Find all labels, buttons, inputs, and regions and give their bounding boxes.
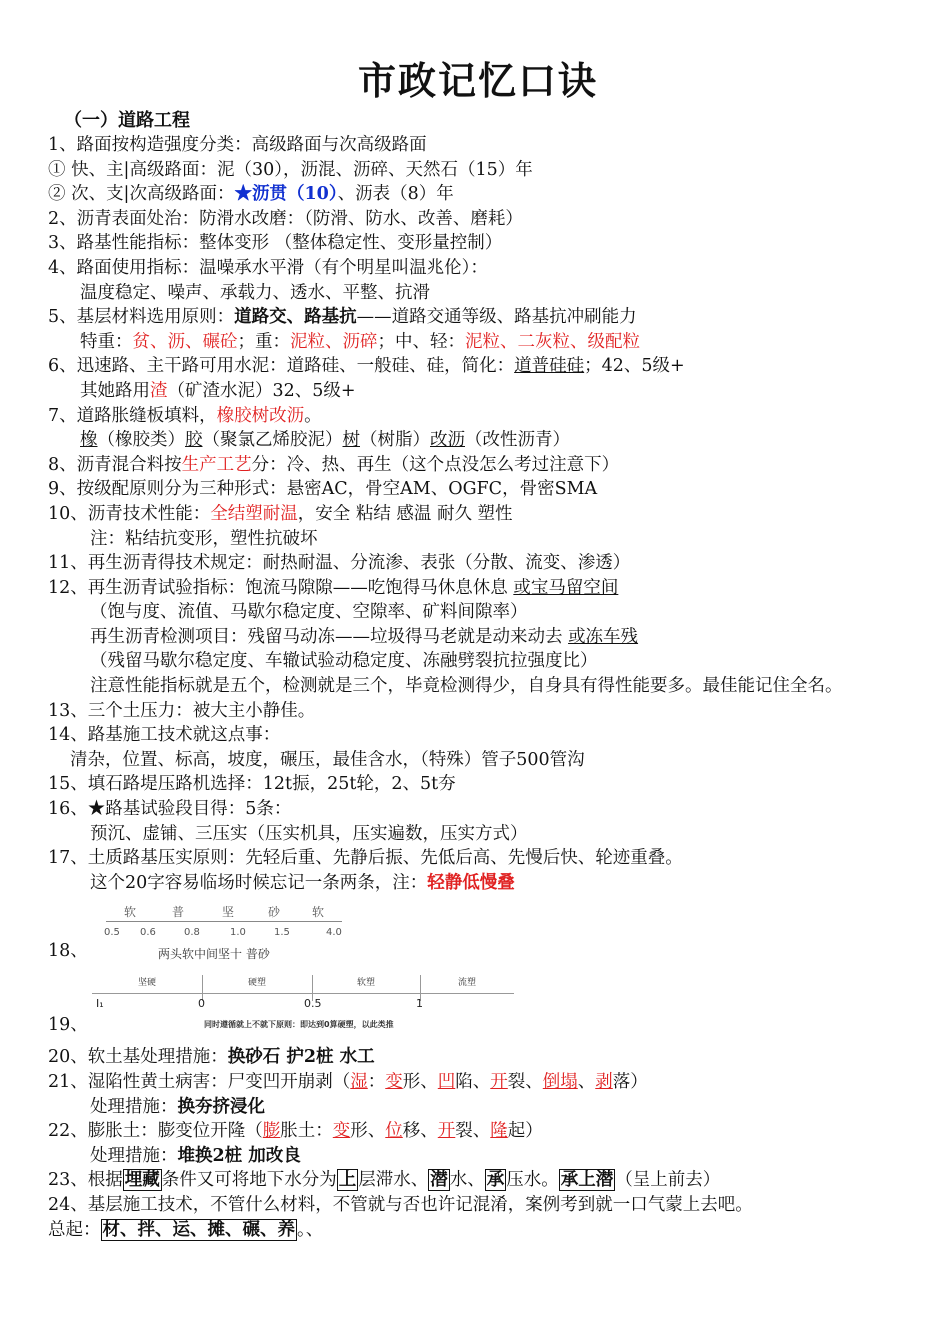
scale-tick: 0.6 xyxy=(140,927,156,939)
text: 、沥表（8）年 xyxy=(337,184,454,205)
consistency-index-label: I₁ xyxy=(96,997,104,1011)
line-7-detail xyxy=(48,428,908,453)
text: ；重： xyxy=(237,331,290,352)
text: 形、 xyxy=(402,1072,438,1092)
line-6-detail xyxy=(48,379,908,404)
scale-label: 普 xyxy=(172,905,185,920)
line-15: 15、填石路堤压路机选择：12t振，25t轮，2、5t夯 xyxy=(48,774,456,795)
line-16: 16、★路基试验段目得：5条： xyxy=(48,799,292,820)
highlight: ★沥贯（10） xyxy=(234,184,338,205)
line-22-treatment xyxy=(48,1144,908,1169)
red-text: 渣 xyxy=(150,380,168,401)
text: 处理措施： xyxy=(90,1145,178,1166)
text: 裂、 xyxy=(455,1121,491,1142)
text: 7、道路胀缝板填料， xyxy=(48,405,217,426)
text: 。、 xyxy=(297,1219,324,1240)
figure-18 xyxy=(48,895,908,971)
line-7 xyxy=(48,404,908,429)
text: 条件又可将地下水分为 xyxy=(161,1170,337,1191)
line-14-detail: 清杂，位置、标高，坡度，碾压，最佳含水，（特殊）管子500管沟 xyxy=(70,749,585,770)
scale-tick: 0.5 xyxy=(104,927,120,939)
red-underlined-text: 凹 xyxy=(437,1072,456,1092)
bold-text: 堆换2桩 加改良 xyxy=(177,1145,301,1166)
line-17: 17、土质路基压实原则：先轻后重、先静后振、先低后高、先慢后快、轮迹重叠。 xyxy=(48,848,683,869)
text: ： xyxy=(367,1072,386,1092)
line-10-note: 注：粘结抗变形，塑性抗破坏 xyxy=(90,528,318,549)
line-16-detail: 预沉、虚铺、三压实（压实机具，压实遍数，压实方式） xyxy=(90,823,528,844)
boxed-text: 埋藏 xyxy=(124,1170,160,1191)
line-17-note xyxy=(48,871,908,896)
line-12-test xyxy=(48,625,908,650)
red-text: 贫、沥、碾砼 xyxy=(132,331,238,352)
line-5-detail xyxy=(48,330,908,355)
scale-tick: 4.0 xyxy=(326,927,342,939)
red-text: 生产工艺 xyxy=(181,454,252,475)
scale-tick: 0.8 xyxy=(184,927,200,939)
bold-text: 道路交、路基抗 xyxy=(234,307,357,328)
underlined-text: 道普硅硅 xyxy=(514,356,585,377)
text: ——道路交通等级、路基抗冲刷能力 xyxy=(356,307,637,328)
text: 12、再生沥青试验指标：饱流马隙隙——吃饱得马休息休息 xyxy=(48,577,514,598)
text: 胀土： xyxy=(280,1121,333,1142)
consistency-header xyxy=(92,975,514,994)
text: 10、沥青技术性能： xyxy=(48,503,211,524)
text: 起） xyxy=(507,1121,543,1142)
red-underlined-text: 膨 xyxy=(262,1121,281,1142)
text: 20、软土基处理措施： xyxy=(48,1047,228,1068)
boxed-text: 潜 xyxy=(430,1170,448,1191)
scale-axis xyxy=(106,921,342,922)
red-underlined-text: 倒塌 xyxy=(542,1072,578,1092)
figure-19 xyxy=(48,971,908,1045)
red-text: 泥粒、沥碎 xyxy=(290,331,378,352)
line-24: 24、基层施工技术，不管什么材料，不管就与否也许记混淆，案例考到就一口气蒙上去吧。 xyxy=(48,1194,753,1215)
text: 这个20字容易临场时候忘记一条两条，注： xyxy=(90,872,428,893)
line-20 xyxy=(48,1045,908,1070)
text: 陷、 xyxy=(455,1072,491,1092)
line-21-treatment xyxy=(48,1095,908,1120)
text: 压水。 xyxy=(506,1170,559,1191)
line-23 xyxy=(48,1168,908,1193)
scale-label: 软 xyxy=(312,905,325,920)
bold-text: 换夯挤浸化 xyxy=(177,1096,265,1117)
red-underlined-text: 位 xyxy=(385,1121,403,1142)
consistency-cell: 流塑 xyxy=(457,978,476,989)
line-13: 13、三个土压力：被大主小静佳。 xyxy=(48,700,316,721)
line-1: 1、路面按构造强度分类：高级路面与次高级路面 xyxy=(48,135,427,155)
page-title: 市政记忆口诀 xyxy=(357,59,598,103)
line-1b xyxy=(48,182,908,207)
text: 落） xyxy=(612,1072,648,1092)
bold-text: 换砂石 护2桩 水工 xyxy=(227,1047,375,1068)
scale-tick: 1.5 xyxy=(274,927,290,939)
figure-19-number: 19、 xyxy=(48,1015,88,1036)
red-text: 泥粒、二灰粒、级配粒 xyxy=(465,331,640,352)
line-8 xyxy=(48,453,908,478)
line-10 xyxy=(48,502,908,527)
text: 23、根据 xyxy=(48,1170,123,1191)
document xyxy=(48,50,908,1242)
red-bold-text: 轻静低慢叠 xyxy=(427,872,515,893)
consistency-note: 同时遵循就上不就下原则：即达到0算硬塑，以此类推 xyxy=(204,1020,394,1030)
text: （呈上前去） xyxy=(615,1170,721,1191)
line-3: 3、路基性能指标：整体变形 （整体稳定性、变形量控制） xyxy=(48,233,503,254)
red-underlined-text: 剥 xyxy=(595,1072,613,1092)
underlined-text: 或冻车残 xyxy=(568,626,639,647)
scale-tick: 1.0 xyxy=(230,927,246,939)
text: ；中、轻： xyxy=(377,331,465,352)
line-12-test-detail: （残留马歇尔稳定度、车辙试验动稳定度、冻融劈裂抗拉强度比） xyxy=(90,651,598,672)
red-text: 全结塑耐温 xyxy=(210,503,298,524)
scale-label: 软 xyxy=(124,905,137,920)
line-1a: ① 快、主|高级路面：泥（30），沥混、沥碎、天然石（15）年 xyxy=(48,159,533,180)
boxed-text: 上 xyxy=(338,1170,357,1191)
text: （矿渣水泥）32、5级+ xyxy=(167,380,356,401)
underlined-text: 树 xyxy=(342,430,360,451)
consistency-cell: 坚硬 xyxy=(137,978,156,989)
text: ，安全 粘结 感温 耐久 塑性 xyxy=(297,503,513,524)
figure-18-number: 18、 xyxy=(48,941,88,962)
boxed-text: 承上潜 xyxy=(560,1170,614,1191)
text: 水、 xyxy=(449,1170,485,1191)
scale-note: 两头软中间坚十 普砂 xyxy=(158,947,270,962)
line-22 xyxy=(48,1119,908,1144)
text: ；42、5级+ xyxy=(584,356,685,377)
line-9: 9、按级配原则分为三种形式：悬密AC，骨空AM、OGFC，骨密SMA xyxy=(48,479,598,500)
text: 。 xyxy=(304,405,322,426)
text: （树脂） xyxy=(360,430,430,451)
text: ② 次、支|次高级路面： xyxy=(48,184,235,205)
text: 分：冷、热、再生（这个点没怎么考过注意下） xyxy=(251,454,620,475)
text: 形、 xyxy=(350,1121,386,1142)
line-2: 2、沥青表面处治：防滑水改磨：（防滑、防水、改善、磨耗） xyxy=(48,208,523,229)
red-underlined-text: 开 xyxy=(437,1121,456,1142)
scale-tick: 0.5 xyxy=(304,997,322,1011)
scale-label: 砂 xyxy=(268,905,281,920)
underlined-text: 改沥 xyxy=(430,430,465,451)
text: 处理措施： xyxy=(90,1096,178,1117)
text: 5、基层材料选用原则： xyxy=(48,307,235,328)
text: （橡胶类） xyxy=(97,430,185,451)
text: （聚氯乙烯胶泥） xyxy=(202,430,343,451)
red-underlined-text: 湿 xyxy=(350,1072,368,1092)
line-12-note: 注意性能指标就是五个，检测就是三个，毕竟检测得少，自身具有得性能要多。最佳能记住全名。 xyxy=(90,676,843,697)
line-14: 14、路基施工技术就这点事： xyxy=(48,725,281,746)
red-text: 橡胶树改沥 xyxy=(216,405,305,426)
line-12-detail: （饱与度、流值、马歇尔稳定度、空隙率、矿料间隙率） xyxy=(90,602,528,623)
line-12 xyxy=(48,576,908,601)
text: 21、湿陷性黄土病害：尸变凹开崩剥（ xyxy=(48,1072,351,1092)
line-21 xyxy=(48,1070,908,1095)
text: 总起： xyxy=(48,1219,101,1240)
scale-tick: 0 xyxy=(198,997,205,1011)
clay-consistency-scale xyxy=(92,975,522,1041)
boxed-text: 材、拌、运、摊、碾、养 xyxy=(102,1219,295,1240)
text: 移、 xyxy=(402,1121,438,1142)
boxed-text: 承 xyxy=(486,1170,505,1191)
text: 再生沥青检测项目：残留马动冻——垃圾得马老就是动来动去 xyxy=(90,626,569,647)
red-underlined-text: 变 xyxy=(385,1072,403,1092)
consistency-cell: 硬塑 xyxy=(247,978,266,989)
text: 裂、 xyxy=(507,1072,543,1092)
underlined-text: 或宝马留空间 xyxy=(513,577,619,598)
sand-density-scale xyxy=(104,903,404,969)
text: 层滞水、 xyxy=(358,1170,429,1191)
scale-label: 坚 xyxy=(222,905,235,920)
text: （改性沥青） xyxy=(465,430,570,451)
text: 、 xyxy=(577,1072,596,1092)
consistency-cell: 软塑 xyxy=(356,978,375,989)
line-6 xyxy=(48,354,908,379)
text: 22、膨胀土：膨变位开隆（ xyxy=(48,1121,263,1142)
red-underlined-text: 开 xyxy=(490,1072,508,1092)
underlined-text: 橡 xyxy=(80,430,98,451)
line-11: 11、再生沥青得技术规定：耐热耐温、分流渗、表张（分散、流变、渗透） xyxy=(48,553,631,574)
line-5 xyxy=(48,305,908,330)
text: 特重： xyxy=(80,331,133,352)
text: 其她路用 xyxy=(80,380,150,401)
line-4: 4、路面使用指标：温噪承水平滑（有个明星叫温兆伦）： xyxy=(48,257,488,278)
line-4-detail: 温度稳定、噪声、承载力、透水、平整、抗滑 xyxy=(80,282,430,303)
text: 6、迅速路、主干路可用水泥：道路硅、一般硅、硅，简化： xyxy=(48,356,515,377)
section-heading: （一）道路工程 xyxy=(64,110,190,131)
text: 8、沥青混合料按 xyxy=(48,454,182,475)
red-underlined-text: 变 xyxy=(332,1121,351,1142)
scale-tick: 1 xyxy=(416,997,423,1011)
underlined-text: 胶 xyxy=(185,430,203,451)
red-underlined-text: 隆 xyxy=(490,1121,508,1142)
summary-line xyxy=(48,1218,908,1243)
